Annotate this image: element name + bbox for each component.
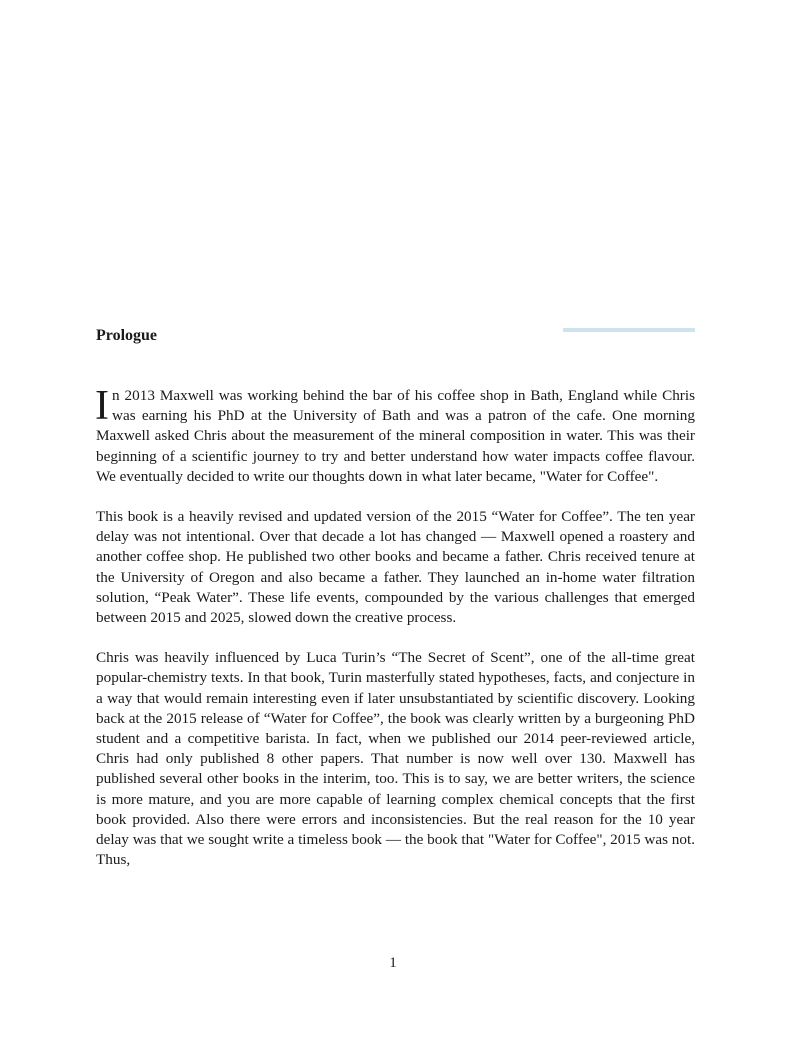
- body-text: [95, 383, 695, 890]
- paragraph-2: This book is a heavily revised and updated version of the 2015 “Water for Coffee”. The ten year delay was not intentional. Over that decade a lot has changed — Maxwell opened a roastery and another coffee shop. He published two other books and became a father. Chris received tenure at the University of Oregon and also became a father. They launched an in-home water filtration solution, “Peak Water”. These life events, compounded by the various challenges that emerged between 2015 and 2025, slowed down the creative process.: [96, 508, 695, 627]
- paragraph-3: Chris was heavily influenced by Luca Turin’s “The Secret of Scent”, one of the all-time great popular-chemistry texts. In that book, Turin masterfully stated hypotheses, facts, and conjecture in a way that would remain interesting even if later unsubstantiated by scientific discovery. Looking back at the 2015 release of “Water for Coffee”, the book was clearly written by a burgeoning PhD student and a competitive barista. In fact, when we published our 2014 peer-reviewed article, Chris had only published 8 other papers. That number is now well over 130. Maxwell has published several other books in the interim, too. This is to say, we are better writers, the science is more mature, and you are more capable of learning complex chemical concepts that the first book provided. Also there were errors and inconsistencies. But the real reason for the 10 year delay was that we sought write a timeless book — the book that "Water for Coffee", 2015 was not. Thus,: [96, 649, 695, 869]
- chapter-title: Prologue: [96, 327, 158, 344]
- page-number: 1: [389, 955, 397, 971]
- drop-cap: I: [95, 383, 109, 429]
- paragraph-1-text: n 2013 Maxwell was working behind the bar of his coffee shop in Bath, England while Chris was earning his PhD at the University of Bath and was a patron of the cafe. One morning Maxwell asked Chris about the measurement of the mineral composition in water. This was their beginning of a scientific journey to try and better understand how water impacts coffee flavour. We eventually decided to write our thoughts down in what later became, "Water for Coffee".: [96, 387, 695, 485]
- title-accent-rule: [563, 328, 695, 332]
- paragraph-1: [95, 383, 695, 487]
